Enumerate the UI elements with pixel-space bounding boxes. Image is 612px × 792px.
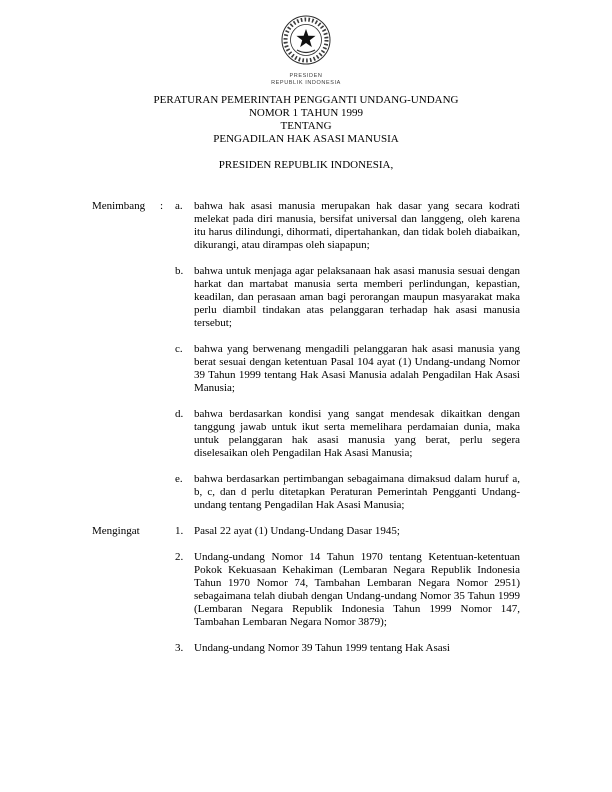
title-line-1: PERATURAN PEMERINTAH PENGGANTI UNDANG-UNDANG (153, 94, 459, 106)
item-text: bahwa berdasarkan kondisi yang sangat mendesak dikaitkan dengan tanggung jawab untuk ikut serta memelihara perdamaian dunia, maka untuk pelanggaran hak asasi manusia yang berat, perlu segera diselesaikan oleh Pengadilan Hak Asasi Manusia; (194, 408, 520, 459)
item-text: Undang-undang Nomor 14 Tahun 1970 tentang Ketentuan-ketentuan Pokok Kekuasaan Kehakiman (Lembaran Negara Republik Indonesia Tahun 1970 Nomor 74, Tambahan Lembaran Negara Nomor 2951) sebagaimana telah diubah dengan Undang-undang Nomor 35 Tahun 1999 (Lembaran Negara Republik Indonesia Tahun 1999 Nomor 147, Tambahan Lembaran Negara Nomor 3879); (194, 551, 520, 628)
garuda-star-seal-icon (279, 14, 333, 68)
item-text: Pasal 22 ayat (1) Undang-Undang Dasar 1945; (194, 525, 400, 537)
item-marker: a. (175, 200, 183, 212)
section-label: Menimbang (92, 200, 146, 212)
emblem-caption-line1: PRESIDEN (289, 73, 323, 79)
clause-row-menimbang-a (92, 200, 520, 252)
clause-row-menimbang-c (92, 343, 520, 395)
title-line-4: PENGADILAN HAK ASASI MANUSIA (213, 133, 399, 145)
item-marker: b. (175, 265, 184, 277)
clause-row-menimbang-e (92, 473, 520, 512)
section-colon: : (160, 200, 164, 212)
document-header (0, 14, 612, 86)
item-marker: c. (175, 343, 183, 355)
clause-row-mengingat-3 (92, 642, 520, 655)
item-marker: 1. (175, 525, 184, 537)
salutation: PRESIDEN REPUBLIK INDONESIA, (218, 159, 394, 171)
item-text: bahwa untuk menjaga agar pelaksanaan hak asasi manusia sesuai dengan harkat dan martabat manusia serta memberi perlindungan, kepastian, keadilan, dan perasaan aman bagi perorangan maupun masyarakat maka perlu diambil tindakan atas pelanggaran terhadap hak asasi manusia tersebut; (194, 265, 520, 329)
regulation-title (0, 94, 612, 146)
clause-row-mengingat-1 (92, 525, 520, 538)
item-text: bahwa yang berwenang mengadili pelanggaran hak asasi manusia yang berat sesuai dengan ketentuan Pasal 104 ayat (1) Undang-undang Nomor 39 Tahun 1999 tentang Hak Asasi Manusia adalah Pengadilan Hak Asasi Manusia; (194, 343, 520, 394)
document-body (92, 200, 520, 655)
item-text: bahwa hak asasi manusia merupakan hak dasar yang secara kodrati melekat pada diri manusia, bersifat universal dan langgeng, oleh karena itu harus dilindungi, dihormati, dipertahankan, dan tidak boleh diabaikan, dikurangi, atau dirampas oleh siapapun; (194, 200, 520, 251)
item-marker: 2. (175, 551, 184, 563)
item-marker: 3. (175, 642, 184, 654)
item-text: Undang-undang Nomor 39 Tahun 1999 tentang Hak Asasi (194, 642, 450, 654)
clause-row-menimbang-b (92, 265, 520, 330)
title-line-2: NOMOR 1 TAHUN 1999 (248, 107, 364, 119)
item-marker: e. (175, 473, 183, 485)
emblem-caption-line2: REPUBLIK INDONESIA (271, 79, 341, 86)
section-label: Mengingat (92, 525, 140, 537)
emblem-caption (0, 73, 612, 86)
clause-row-mengingat-2 (92, 551, 520, 629)
item-marker: d. (175, 408, 184, 420)
clause-row-menimbang-d (92, 408, 520, 460)
title-line-3: TENTANG (280, 120, 332, 132)
item-text: bahwa berdasarkan pertimbangan sebagaimana dimaksud dalam huruf a, b, c, dan d perlu ditetapkan Peraturan Pemerintah Pengganti Undang-undang tentang Pengadilan Hak Asasi Manusia; (194, 473, 520, 511)
section-colon (160, 525, 175, 538)
